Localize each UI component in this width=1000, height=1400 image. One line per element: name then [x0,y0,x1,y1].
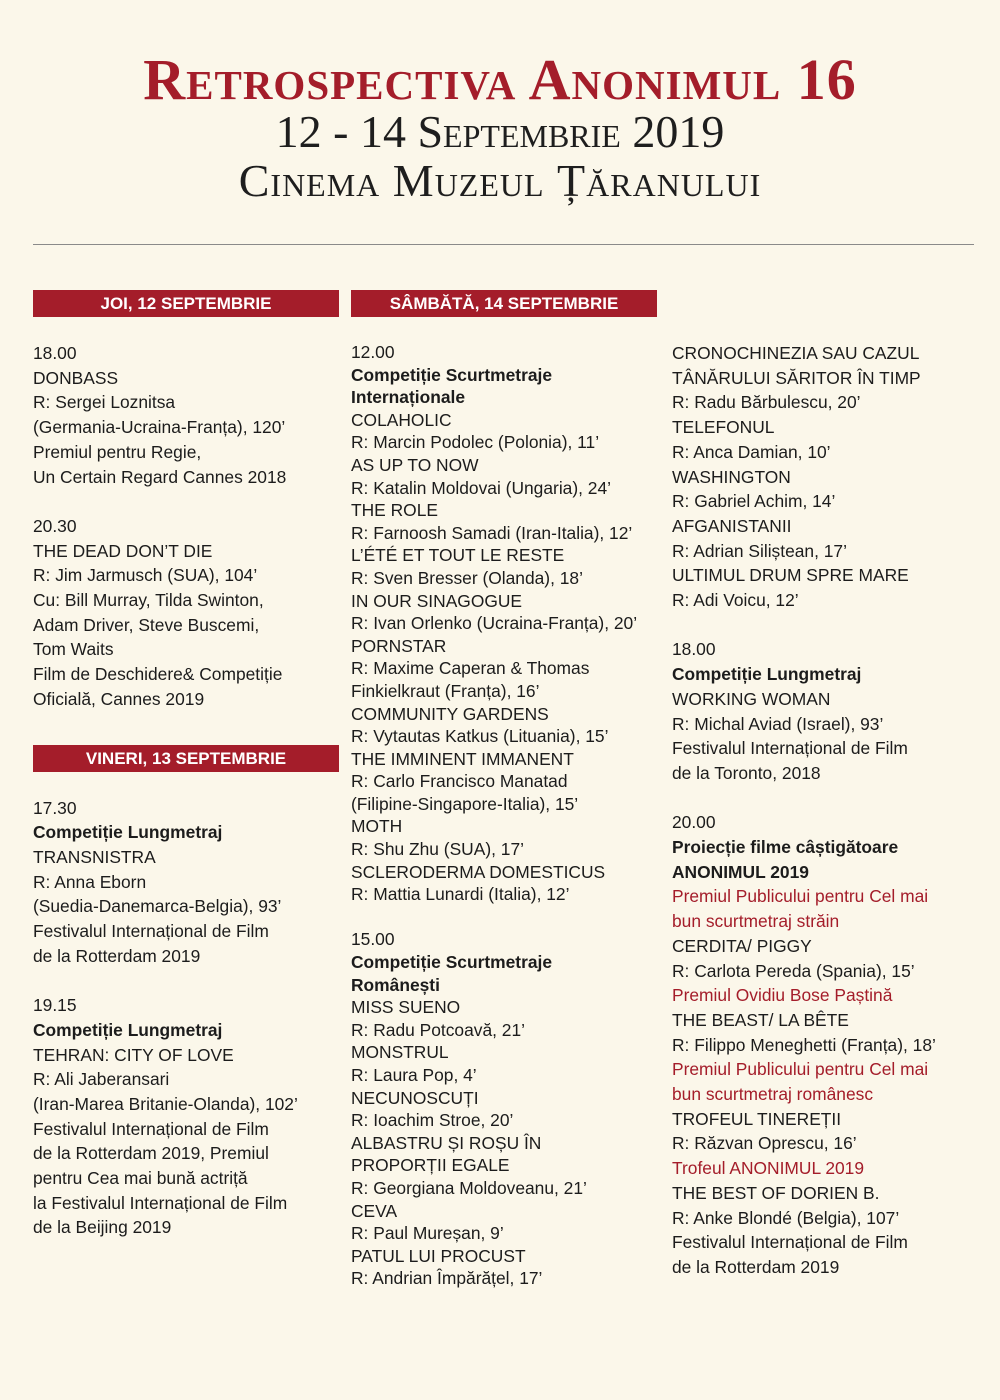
schedule-line: R: Paul Mureșan, 9’ [351,1223,504,1244]
schedule-line: SCLERODERMA DOMESTICUS [351,861,606,882]
section-label: Românești [351,974,440,995]
schedule-line: R: Gabriel Achim, 14’ [672,491,836,512]
schedule-line: R: Sergei Loznitsa [33,392,176,413]
schedule-line: Film de Deschidere& Competiție [33,664,283,685]
schedule-line: (Filipine-Singapore-Italia), 15’ [351,793,579,814]
schedule-column-2 [351,290,657,1290]
schedule-line: R: Anna Eborn [33,871,147,892]
schedule-line: THE ROLE [351,500,438,521]
schedule-line: 20.00 [672,812,716,833]
schedule-line: AFGANISTANII [672,515,792,536]
schedule-line: MISS SUENO [351,997,461,1018]
schedule-line: R: Radu Potcoavă, 21’ [351,1019,526,1040]
award-label: Trofeul ANONIMUL 2019 [672,1158,865,1179]
schedule-line: COLAHOLIC [351,409,452,430]
schedule-line: Festivalul Internațional de Film [33,921,269,942]
schedule-line: R: Radu Bărbulescu, 20’ [672,392,861,413]
schedule-line: R: Adrian Siliștean, 17’ [672,540,847,561]
schedule-line: MONSTRUL [351,1042,449,1063]
section-label: Competiție Lungmetraj [672,664,862,685]
schedule-line: R: Filippo Meneghetti (Franța), 18’ [672,1034,936,1055]
section-label: Proiecție filme câștigătoare [672,837,899,858]
section-label: Internaționale [351,387,466,408]
schedule-line: (Suedia-Danemarca-Belgia), 93’ [33,896,282,917]
day-list-saturday-continued [672,341,992,1280]
section-label: Competiție Scurtmetraje [351,952,553,973]
schedule-line: R: Anke Blondé (Belgia), 107’ [672,1207,900,1228]
schedule-line: AS UP TO NOW [351,454,479,475]
schedule-line: R: Carlo Francisco Manatad [351,771,568,792]
schedule-line: R: Maxime Caperan & Thomas [351,658,590,679]
schedule-line: TÂNĂRULUI SĂRITOR ÎN TIMP [672,367,921,388]
schedule-line: R: Laura Pop, 4’ [351,1065,477,1085]
schedule-line: Cu: Bill Murray, Tilda Swinton, [33,590,264,611]
schedule-line: Festivalul Internațional de Film [33,1118,269,1139]
section-label: Competiție Lungmetraj [33,822,223,843]
schedule-line: 18.00 [33,343,77,363]
schedule-line: COMMUNITY GARDENS [351,703,549,724]
schedule-line: Tom Waits [33,639,114,660]
schedule-line: de la Rotterdam 2019 [672,1256,840,1277]
day-header-thursday: JOI, 12 SEPTEMBRIE [33,290,339,317]
entry-spacer [672,613,992,638]
schedule-line: 20.30 [33,515,77,536]
day-list-saturday [351,341,657,1290]
schedule-line: Premiul pentru Regie, [33,441,202,462]
schedule-line: pentru Cea mai bună actriță [33,1168,248,1189]
schedule-line: Un Certain Regard Cannes 2018 [33,466,287,487]
schedule-line: R: Vytautas Katkus (Lituania), 15’ [351,726,609,747]
schedule-line: (Germania-Ucraina-Franța), 120’ [33,417,286,438]
entry-spacer [351,906,657,929]
schedule-line: CERDITA/ PIGGY [672,935,812,956]
schedule-line: R: Mattia Lunardi (Italia), 12’ [351,884,570,905]
schedule-line: L’ÉTÉ ET TOUT LE RESTE [351,545,565,566]
day-header-friday: VINERI, 13 SEPTEMBRIE [33,745,339,772]
award-label: Premiul Ovidiu Bose Paștină [672,985,893,1006]
schedule-line: R: Marcin Podolec (Polonia), 11’ [351,432,600,453]
schedule-line: de la Rotterdam 2019, Premiul [33,1143,269,1164]
schedule-line: la Festivalul Internațional de Film [33,1192,288,1213]
schedule-line: TEHRAN: CITY OF LOVE [33,1044,234,1065]
schedule-line: R: Jim Jarmusch (SUA), 104’ [33,565,258,586]
entry-spacer [672,786,992,811]
schedule-line: THE IMMINENT IMMANENT [351,748,574,769]
day-list-friday [33,796,339,1241]
award-label: bun scurtmetraj românesc [672,1084,874,1105]
day-header-saturday: SÂMBĂTĂ, 14 SEPTEMBRIE [351,290,657,317]
schedule-line: R: Ioachim Stroe, 20’ [351,1110,514,1131]
schedule-line: ALBASTRU ȘI ROȘU ÎN [351,1132,542,1153]
schedule-line: Festivalul Internațional de Film [672,1232,908,1253]
schedule-line: R: Carlota Pereda (Spania), 15’ [672,960,915,981]
schedule-line: Festivalul Internațional de Film [672,738,908,759]
award-label: bun scurtmetraj străin [672,911,840,932]
schedule-line: TELEFONUL [672,417,775,438]
schedule-line: R: Michal Aviad (Israel), 93’ [672,713,884,734]
header-divider [33,244,974,245]
schedule-line: de la Toronto, 2018 [672,762,821,783]
schedule-line: R: Răzvan Oprescu, 16’ [672,1133,857,1154]
award-label: Premiul Publicului pentru Cel mai [672,1059,929,1080]
schedule-line: THE DEAD DON’T DIE [33,540,213,561]
event-dates: 12 - 14 Septembrie 2019 [275,106,725,157]
schedule-line: R: Georgiana Moldoveanu, 21’ [351,1177,587,1198]
schedule-line: THE BEST OF DORIEN B. [672,1182,880,1203]
schedule-line: R: Ali Jaberansari [33,1069,170,1090]
day-list-thursday [33,341,339,712]
event-venue: Cinema Muzeul Țăranului [238,155,762,206]
schedule-line: R: Farnoosh Samadi (Iran-Italia), 12’ [351,522,633,543]
schedule-line: CRONOCHINEZIA SAU CAZUL [672,343,920,363]
schedule-line: 18.00 [672,639,716,660]
schedule-line: WORKING WOMAN [672,688,831,709]
schedule-line: CEVA [351,1200,398,1221]
schedule-line: THE BEAST/ LA BÊTE [672,1009,849,1030]
schedule-line: IN OUR SINAGOGUE [351,590,523,611]
schedule-line: 17.30 [33,797,77,818]
schedule-line: 12.00 [351,342,395,362]
schedule-line: (Iran-Marea Britanie-Olanda), 102’ [33,1093,298,1114]
schedule-column-1 [33,290,339,1240]
schedule-column-3 [672,341,992,1280]
entry-spacer [33,968,339,993]
schedule-line: R: Sven Bresser (Olanda), 18’ [351,567,583,588]
schedule-line: TROFEUL TINEREȚII [672,1108,842,1129]
page-title: Retrospectiva Anonimul 16 [143,47,857,112]
schedule-line: Finkielkraut (Franța), 16’ [351,680,540,701]
schedule-line: 19.15 [33,995,77,1016]
schedule-line: PROPORȚII EGALE [351,1155,510,1176]
schedule-line: ULTIMUL DRUM SPRE MARE [672,565,909,586]
schedule-line: Oficială, Cannes 2019 [33,688,205,709]
schedule-line: de la Rotterdam 2019 [33,945,201,966]
schedule-line: R: Adi Voicu, 12’ [672,590,799,611]
schedule-line: TRANSNISTRA [33,846,156,867]
schedule-line: MOTH [351,816,403,837]
award-label: Premiul Publicului pentru Cel mai [672,886,929,907]
section-label: Competiție Lungmetraj [33,1019,223,1040]
entry-spacer [33,489,339,514]
schedule-line: R: Shu Zhu (SUA), 17’ [351,839,525,860]
section-label: Competiție Scurtmetraje [351,364,553,385]
schedule-line: R: Ivan Orlenko (Ucraina-Franța), 20’ [351,613,638,634]
schedule-line: 15.00 [351,929,395,950]
schedule-line: PORNSTAR [351,635,447,656]
schedule-line: DONBASS [33,367,119,388]
schedule-line: R: Andrian Împărățel, 17’ [351,1268,543,1289]
schedule-line: R: Katalin Moldovai (Ungaria), 24’ [351,477,612,498]
schedule-line: Adam Driver, Steve Buscemi, [33,614,260,635]
schedule-line: PATUL LUI PROCUST [351,1245,526,1266]
schedule-line: NECUNOSCUȚI [351,1087,479,1108]
schedule-line: de la Beijing 2019 [33,1217,172,1238]
section-label: ANONIMUL 2019 [672,861,809,882]
schedule-line: R: Anca Damian, 10’ [672,441,831,462]
schedule-line: WASHINGTON [672,466,791,487]
